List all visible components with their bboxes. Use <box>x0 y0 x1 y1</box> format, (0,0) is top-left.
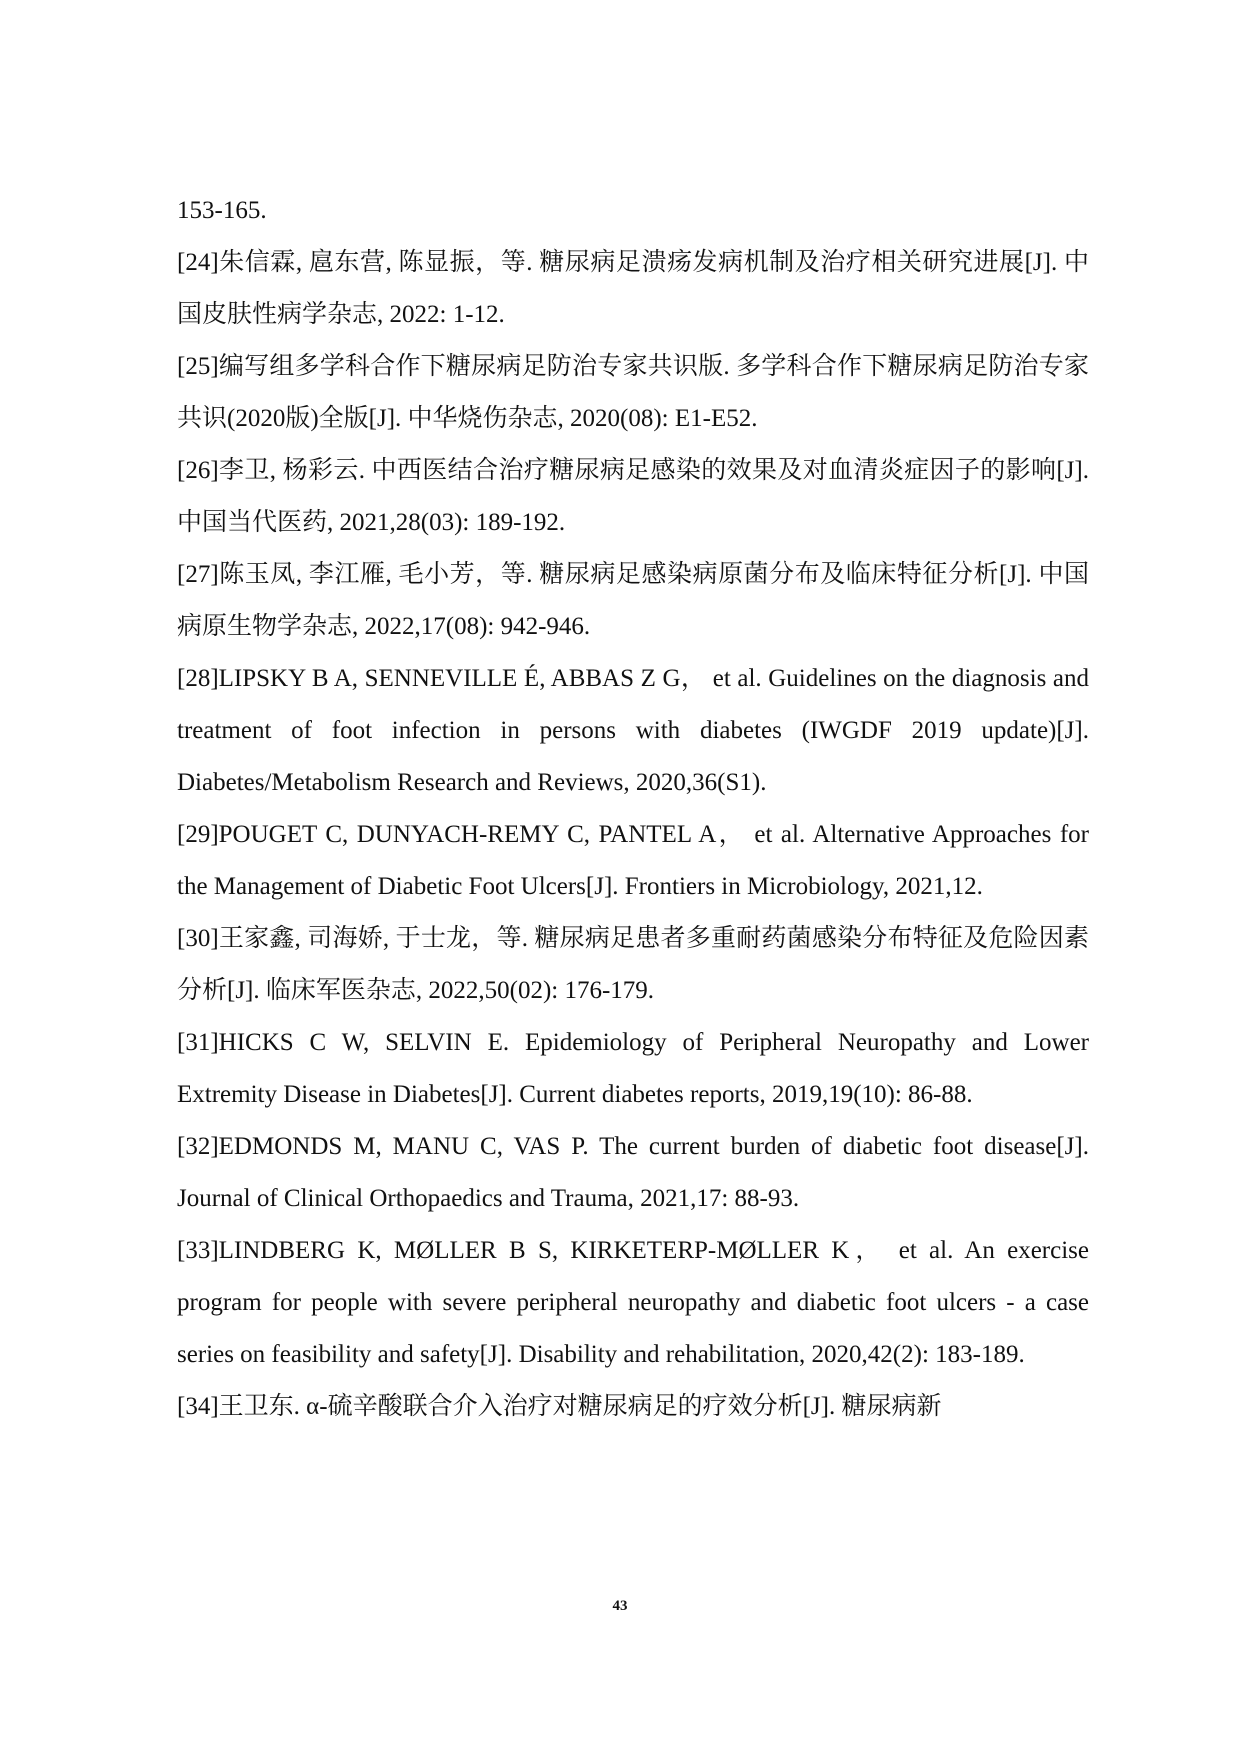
reference-32: [32]EDMONDS M, MANU C, VAS P. The current burden of diabetic foot disease[J]. Journal of Clinical Orthopaedics and Trauma, 2021,17: 88-93. <box>177 1133 1089 1212</box>
reference-34: [34]王卫东. α-硫辛酸联合介入治疗对糖尿病足的疗效分析[J]. 糖尿病新 <box>177 1393 942 1420</box>
reference-list <box>177 185 1089 1433</box>
reference-26: [26]李卫, 杨彩云. 中西医结合治疗糖尿病足感染的效果及对血清炎症因子的影响[J]. 中国当代医药, 2021,28(03): 189-192. <box>177 457 1089 536</box>
reference-30: [30]王家鑫, 司海娇, 于士龙，等. 糖尿病足患者多重耐药菌感染分布特征及危险因素分析[J]. 临床军医杂志, 2022,50(02): 176-179. <box>177 925 1089 1004</box>
reference-25: [25]编写组多学科合作下糖尿病足防治专家共识版. 多学科合作下糖尿病足防治专家共识(2020版)全版[J]. 中华烧伤杂志, 2020(08): E1-E52. <box>177 353 1089 432</box>
reference-31: [31]HICKS C W, SELVIN E. Epidemiology of Peripheral Neuropathy and Lower Extremity Disease in Diabetes[J]. Current diabetes reports, 2019,19(10): 86-88. <box>177 1029 1089 1108</box>
reference-27: [27]陈玉凤, 李江雁, 毛小芳，等. 糖尿病足感染病原菌分布及临床特征分析[J]. 中国病原生物学杂志, 2022,17(08): 942-946. <box>177 561 1089 640</box>
reference-28: [28]LIPSKY B A, SENNEVILLE É, ABBAS Z G， et al. Guidelines on the diagnosis and treatment of foot infection in persons with diabetes (IWGDF 2019 update)[J]. Diabetes/Metabolism Research and Reviews, 2020,36(S1). <box>177 665 1089 796</box>
reference-continuation: 153-165. <box>177 197 267 224</box>
reference-24: [24]朱信霖, 扈东营, 陈显振，等. 糖尿病足溃疡发病机制及治疗相关研究进展[J]. 中国皮肤性病学杂志, 2022: 1-12. <box>177 249 1089 328</box>
reference-33: [33]LINDBERG K, MØLLER B S, KIRKETERP-MØLLER K， et al. An exercise program for people with severe peripheral neuropathy and diabetic foot ulcers - a case series on feasibility and safety[J]. Disability and rehabilitation, 2020,42(2): 183-189. <box>177 1237 1089 1368</box>
page-number: 43 <box>612 1598 628 1614</box>
reference-29: [29]POUGET C, DUNYACH-REMY C, PANTEL A， et al. Alternative Approaches for the Management of Diabetic Foot Ulcers[J]. Frontiers in Microbiology, 2021,12. <box>177 821 1089 900</box>
